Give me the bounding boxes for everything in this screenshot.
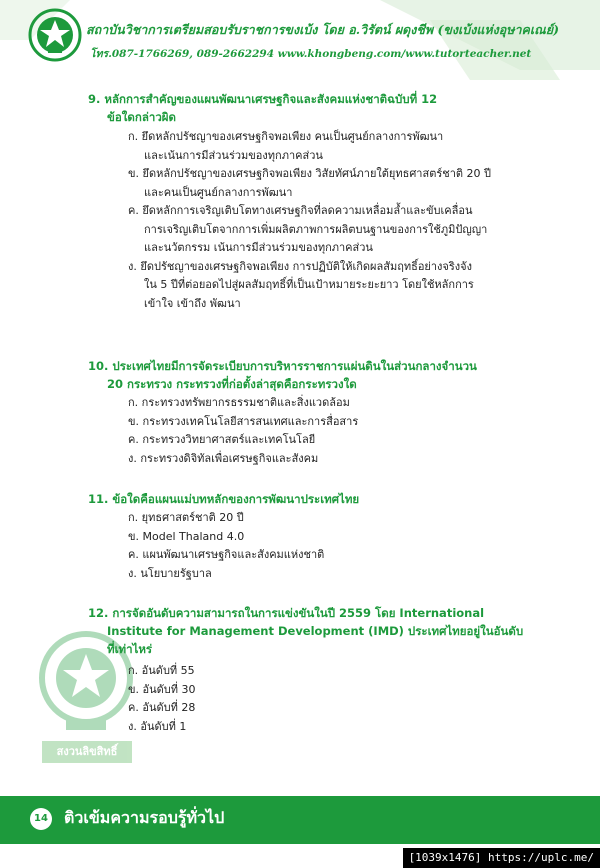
question-number: 11.: [88, 492, 109, 506]
option-d: [128, 718, 196, 737]
option-text: นโยบายรัฐบาล: [140, 566, 212, 580]
option-label: ข.: [128, 414, 140, 428]
option-text: อันดับที่ 30: [142, 682, 196, 696]
header-institute-name: สถาบันวิชาการเตรียมสอบรับราชการขงเบ้ง โดย อ.วิรัตน์ ผดุงชีพ (ขงเบ้งแห่งอุษาคเณย์): [86, 22, 559, 37]
option-c: [128, 699, 196, 718]
option-text: กระทรวงวิทยาศาสตร์และเทคโนโลยี: [142, 433, 316, 446]
option-text-cont: และนวัตกรรม เน้นการมีส่วนร่วมของทุกภาคส่วน: [144, 241, 373, 254]
option-text-cont: การเจริญเติบโตจากการเพิ่มผลิตภาพการผลิตบนฐานของการใช้ภูมิปัญญา: [144, 222, 488, 236]
question-10-options: [128, 394, 358, 468]
question-number: 9.: [88, 92, 101, 106]
question-text: หลักการสำคัญของแผนพัฒนาเศรษฐกิจและสังคมแห่งชาติฉบับที่ 12: [104, 92, 438, 106]
option-label: ข.: [128, 529, 140, 543]
watermark-label: สงวนลิขสิทธิ์: [42, 741, 132, 763]
option-text-cont: และเน้นการมีส่วนร่วมของทุกภาคส่วน: [144, 148, 323, 162]
option-label: ค.: [128, 701, 139, 714]
question-11-options: [128, 509, 324, 583]
question-10-title: [88, 357, 477, 393]
option-text-cont: ใน 5 ปีที่ต่อยอดไปสู่ผลสัมฤทธิ์ที่เป็นเป้าหมายระยะยาว โดยใช้หลักการ: [144, 278, 474, 291]
question-text: การจัดอันดับความสามารถในการแข่งขันในปี 2559 โดย International: [112, 606, 485, 620]
question-text-cont: ข้อใดกล่าวผิด: [107, 110, 176, 124]
question-text: ประเทศไทยมีการจัดระเบียบการบริหารราชการแผ่นดินในส่วนกลางจำนวน: [112, 359, 477, 373]
option-c: [128, 546, 324, 565]
option-b: [128, 413, 358, 432]
option-b: [128, 681, 196, 700]
option-label: ง.: [128, 259, 137, 273]
question-12-options: [128, 662, 196, 736]
header-contact: โทร.087-1766269, 089-2662294 www.khongbeng.com/www.tutorteacher.net: [90, 48, 532, 60]
option-a: [128, 128, 491, 165]
option-label: ง.: [128, 719, 137, 733]
question-number: 10.: [88, 359, 109, 373]
option-c: [128, 202, 491, 258]
option-text: กระทรวงทรัพยากรธรรมชาติและสิ่งแวดล้อม: [141, 396, 350, 409]
option-label: ค.: [128, 433, 139, 446]
option-text: Model Thaland 4.0: [142, 529, 245, 543]
page-footer: [0, 796, 600, 844]
option-text: อันดับที่ 28: [142, 701, 196, 714]
option-a: [128, 394, 358, 413]
option-d: [128, 258, 491, 314]
option-text: ยุทธศาสตร์ชาติ 20 ปี: [141, 511, 244, 524]
question-text: ข้อใดคือแผนแม่บทหลักของการพัฒนาประเทศไทย: [112, 492, 360, 506]
option-label: ง.: [128, 566, 137, 580]
option-label: ก.: [128, 511, 139, 524]
question-9-options: [128, 128, 491, 313]
option-text-cont: และคนเป็นศูนย์กลางการพัฒนา: [144, 185, 293, 199]
option-d: [128, 450, 358, 469]
option-label: ค.: [128, 204, 139, 217]
option-text: ยึดปรัชญาของเศรษฐกิจพอเพียง การปฏิบัติให้เกิดผลสัมฤทธิ์อย่างจริงจัง: [140, 259, 472, 273]
option-text: ยึดหลักการเจริญเติบโตทางเศรษฐกิจที่ลดความเหลื่อมล้ำและขับเคลื่อน: [142, 204, 473, 217]
question-11-title: [88, 490, 359, 508]
option-text: อันดับที่ 55: [141, 664, 195, 677]
option-label: ก.: [128, 664, 139, 677]
option-b: [128, 528, 324, 547]
option-label: ก.: [128, 396, 139, 409]
question-text-cont: 20 กระทรวง กระทรวงที่ก่อตั้งล่าสุดคือกระทรวงใด: [107, 377, 357, 391]
question-9-title: [88, 90, 437, 126]
option-text: กระทรวงเทคโนโลยีสารสนเทศและการสื่อสาร: [142, 414, 359, 428]
question-text-cont: ที่เท่าไหร่: [107, 642, 153, 656]
option-text-cont: เข้าใจ เข้าถึง พัฒนา: [144, 296, 241, 310]
image-size-overlay: [1039x1476] https://uplc.me/: [403, 848, 600, 868]
page-header: [28, 8, 588, 68]
option-a: [128, 662, 196, 681]
school-emblem-icon: [28, 8, 82, 62]
question-12-title: [88, 604, 523, 658]
option-label: ก.: [128, 130, 139, 143]
page-number: 14: [30, 808, 52, 830]
option-text: แผนพัฒนาเศรษฐกิจและสังคมแห่งชาติ: [142, 548, 325, 561]
option-label: ค.: [128, 548, 139, 561]
option-c: [128, 431, 358, 450]
option-a: [128, 509, 324, 528]
option-label: ข.: [128, 167, 140, 180]
option-text: กระทรวงดิจิทัลเพื่อเศรษฐกิจและสังคม: [140, 451, 319, 465]
option-text: ยึดหลักปรัชญาของเศรษฐกิจพอเพียง คนเป็นศูนย์กลางการพัฒนา: [141, 130, 444, 143]
option-b: [128, 165, 491, 202]
option-label: ข.: [128, 682, 140, 696]
footer-title: ติวเข้มความรอบรู้ทั่วไป: [64, 808, 225, 827]
option-text: ยึดหลักปรัชญาของเศรษฐกิจพอเพียง วิสัยทัศน์ภายใต้ยุทธศาสตร์ชาติ 20 ปี: [142, 167, 492, 180]
question-text-cont: Institute for Management Development (IMD) ประเทศไทยอยู่ในอันดับ: [107, 624, 524, 638]
option-text: อันดับที่ 1: [140, 719, 187, 733]
option-label: ง.: [128, 451, 137, 465]
question-number: 12.: [88, 606, 109, 620]
option-d: [128, 565, 324, 584]
